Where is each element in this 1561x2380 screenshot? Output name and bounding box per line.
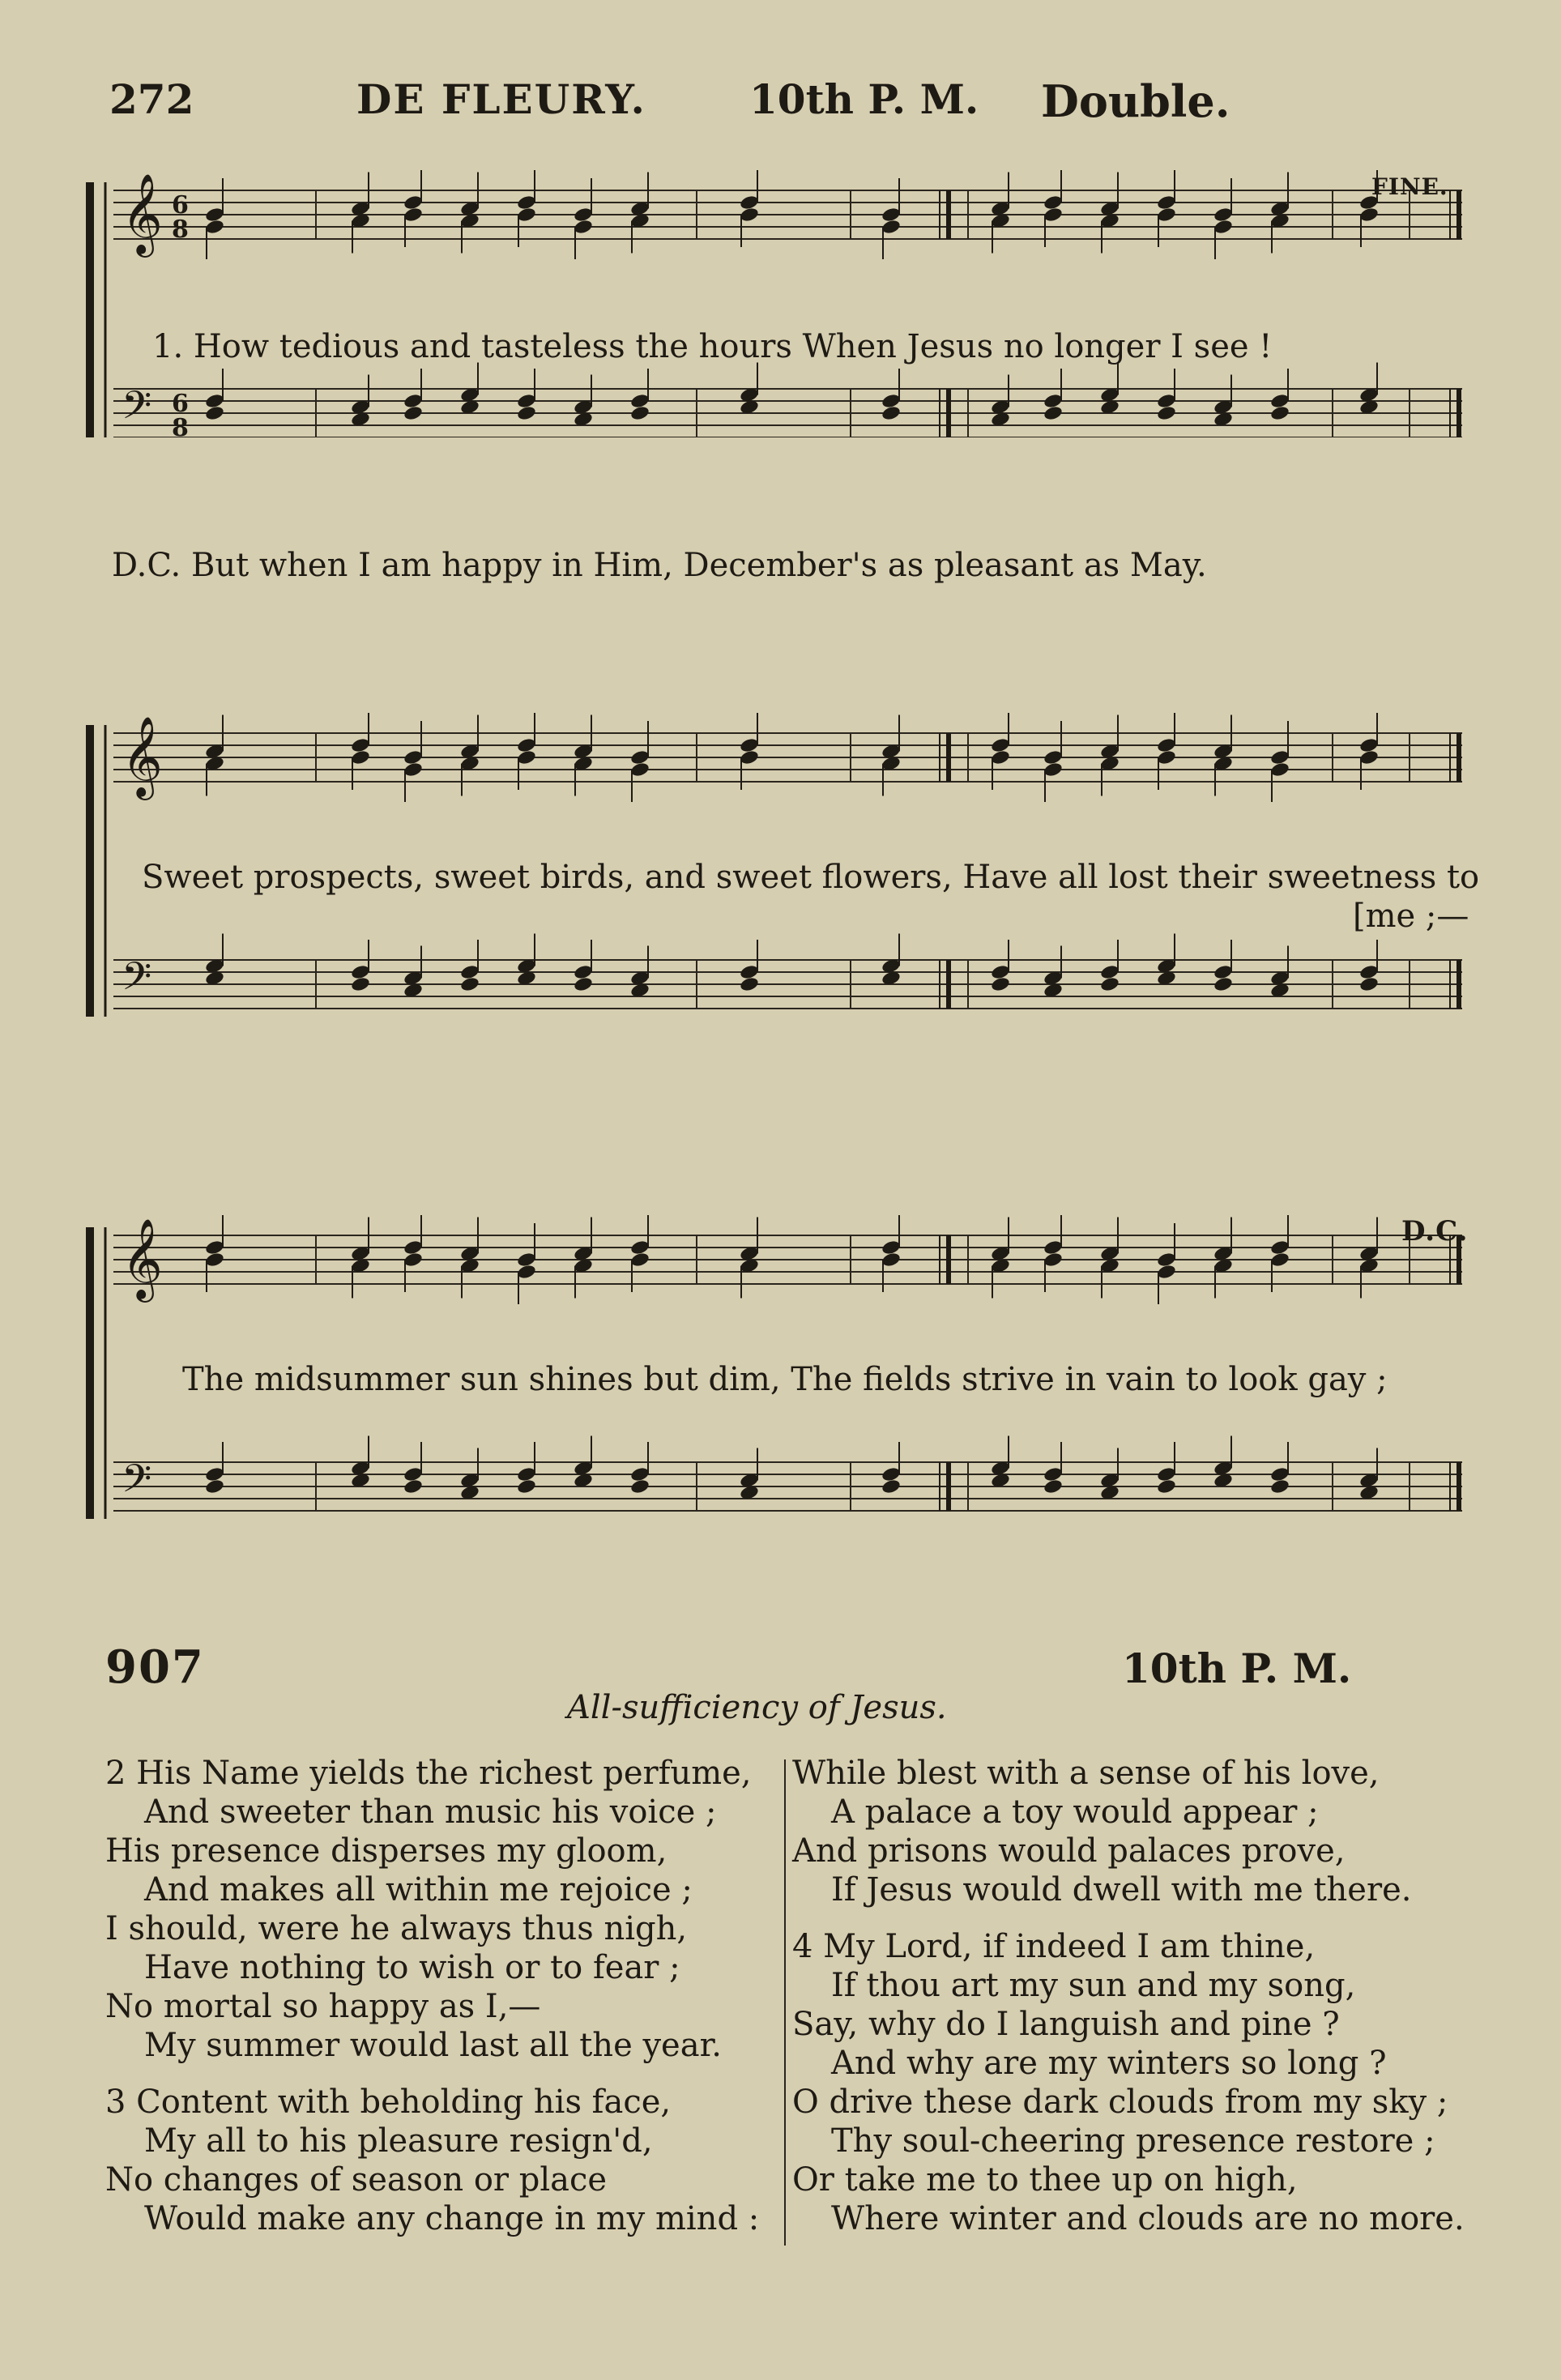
note [629,1478,650,1495]
verse-line: If thou art my sun and my song, [831,1967,1356,2004]
note [629,1239,650,1256]
verse-line: If Jesus would dwell with me there. [831,1871,1412,1909]
note [403,393,423,410]
page-header [109,69,1512,134]
note [516,749,536,766]
note [881,393,901,410]
verse-line: Or take me to thee up on high, [792,2161,1298,2199]
hymn-stanza [105,1754,778,2065]
note [881,405,901,422]
note [204,1252,224,1269]
bass-clef-icon: 𝄢 [122,382,152,437]
note [516,737,536,754]
hymn-right-column [792,1754,1505,2248]
note [1043,1252,1063,1269]
verse-line: My summer would last all the year. [144,2027,723,2064]
verse-line: While blest with a sense of his love, [792,1755,1380,1792]
note [403,761,423,778]
verse-line: No mortal so happy as I,— [105,1988,541,2025]
dc-marker: D.C. [1401,1215,1469,1248]
verse-line: Have nothing to wish or to fear ; [144,1949,680,1986]
note [739,207,759,224]
verse-line: Where winter and clouds are no more. [831,2200,1465,2237]
verse-line: I should, were he always thus nigh, [105,1910,688,1947]
turnover-text: [me ;— [1353,898,1469,935]
note [739,964,759,981]
note [516,207,536,224]
note [204,405,224,422]
note [1156,405,1176,422]
note [204,219,224,236]
music-system-2 [81,713,1482,1094]
note [573,219,593,236]
note [204,1239,224,1256]
svg-text:8: 8 [172,414,189,437]
verse-line: And sweeter than music his voice ; [144,1794,717,1831]
note [403,194,423,211]
bass-clef-icon: 𝄢 [122,1456,152,1511]
note [350,749,370,766]
note [881,1239,901,1256]
note [629,749,650,766]
note [629,393,650,410]
verse-lyric-line: 1. How tedious and tasteless the hours When Jesus no longer I see ! [152,328,1273,365]
note [1269,405,1290,422]
note [1269,761,1290,778]
note [881,207,901,224]
note [1156,1252,1176,1269]
note [516,393,536,410]
note [204,393,224,410]
note [1099,976,1120,993]
note [1358,737,1379,754]
note [204,207,224,224]
music-system-1 [81,170,1482,608]
note [739,976,759,993]
note [1043,1478,1063,1495]
note [573,207,593,224]
hymn-meter: 10th P. M. [1122,1644,1352,1692]
note [990,964,1010,981]
note [1156,1466,1176,1483]
hymn-subtitle: All-sufficiency of Jesus. [567,1689,947,1726]
note [1043,194,1063,211]
fine-marker: FINE. [1371,173,1448,200]
note [516,1478,536,1495]
dc-lyric-line: D.C. But when I am happy in Him, December's as pleasant as May. [112,547,1207,584]
note [1213,964,1233,981]
verse-line: And makes all within me rejoice ; [144,1871,693,1909]
verse-line: O drive these dark clouds from my sky ; [792,2084,1448,2121]
note [1043,1239,1063,1256]
note [1358,749,1379,766]
treble-clef-icon: 𝄞 [122,716,163,797]
note [403,1478,423,1495]
verse-line: My all to his pleasure resign'd, [144,2122,653,2160]
verse-line: 4 My Lord, if indeed I am thine, [792,1928,1316,1965]
hymn-stanza [105,2083,778,2238]
note [990,737,1010,754]
hymn-left-column [105,1754,778,2248]
note [1043,761,1063,778]
note [1156,1264,1176,1281]
note [403,207,423,224]
note [1156,393,1176,410]
note [739,194,759,211]
verse-line: And prisons would palaces prove, [792,1832,1346,1870]
verse-lyric-line: The midsummer sun shines but dim, The fields strive in vain to look gay ; [182,1361,1388,1398]
note [1156,749,1176,766]
note [1358,964,1379,981]
verse-line: Say, why do I languish and pine ? [792,2006,1340,2043]
verse-line: His presence disperses my gloom, [105,1832,667,1870]
note [881,219,901,236]
note [1269,393,1290,410]
system-brace [86,725,94,1017]
note [573,976,593,993]
note [573,964,593,981]
note [403,405,423,422]
music-staves [81,170,1482,437]
note [516,1466,536,1483]
tune-name: DE FLEURY. [356,75,646,123]
note [350,737,370,754]
note [1099,964,1120,981]
tune-form: Double. [1041,75,1230,127]
note [1043,405,1063,422]
note [881,1478,901,1495]
note [350,964,370,981]
note [403,1252,423,1269]
note [629,1252,650,1269]
treble-clef-icon: 𝄞 [122,173,163,254]
note [1043,749,1063,766]
note [403,1466,423,1483]
svg-text:8: 8 [172,215,189,244]
svg-text:6: 6 [172,390,189,418]
note [1043,393,1063,410]
treble-clef-icon: 𝄞 [122,1218,163,1299]
verse-line: A palace a toy would appear ; [831,1794,1319,1831]
verse-line: And why are my winters so long ? [831,2045,1387,2082]
verse-line: Thy soul-cheering presence restore ; [831,2122,1435,2160]
note [1043,207,1063,224]
system-brace [86,1227,94,1519]
note [881,1466,901,1483]
verse-line: No changes of season or place [105,2161,608,2199]
note [1156,1478,1176,1495]
hymn-stanza [792,1754,1505,1909]
verse-lyric-line: Sweet prospects, sweet birds, and sweet flowers, Have all lost their sweetness to [142,859,1480,896]
note [1213,976,1233,993]
note [1269,749,1290,766]
note [1358,207,1379,224]
note [629,405,650,422]
note [204,1478,224,1495]
note [881,1252,901,1269]
verse-line: 3 Content with beholding his face, [105,2084,672,2121]
system-brace [86,182,94,437]
verse-line: Would make any change in my mind : [144,2200,760,2237]
note [1156,194,1176,211]
hymn-stanza [792,1927,1505,2238]
note [459,976,480,993]
note [1269,1239,1290,1256]
svg-text:6: 6 [172,191,189,220]
note [459,964,480,981]
note [204,1466,224,1483]
note [1156,737,1176,754]
note [1269,1466,1290,1483]
note [350,976,370,993]
verse-line: 2 His Name yields the richest perfume, [105,1755,752,1792]
note [1358,976,1379,993]
note [629,1466,650,1483]
note [516,1252,536,1269]
note [990,749,1010,766]
hymn-number: 907 [105,1640,205,1694]
note [1156,207,1176,224]
note [1269,1478,1290,1495]
note [516,1264,536,1281]
note [403,1239,423,1256]
column-divider [784,1759,786,2246]
note [629,761,650,778]
tune-meter: 10th P. M. [749,75,979,123]
note [516,194,536,211]
note [739,737,759,754]
note [1269,1252,1290,1269]
note [739,749,759,766]
page-number: 272 [109,75,194,123]
music-system-3 [81,1215,1482,1563]
bass-clef-icon: 𝄢 [122,953,152,1009]
note [1213,207,1233,224]
note [403,749,423,766]
note [516,405,536,422]
note [1043,1466,1063,1483]
note [990,976,1010,993]
note [1213,219,1233,236]
